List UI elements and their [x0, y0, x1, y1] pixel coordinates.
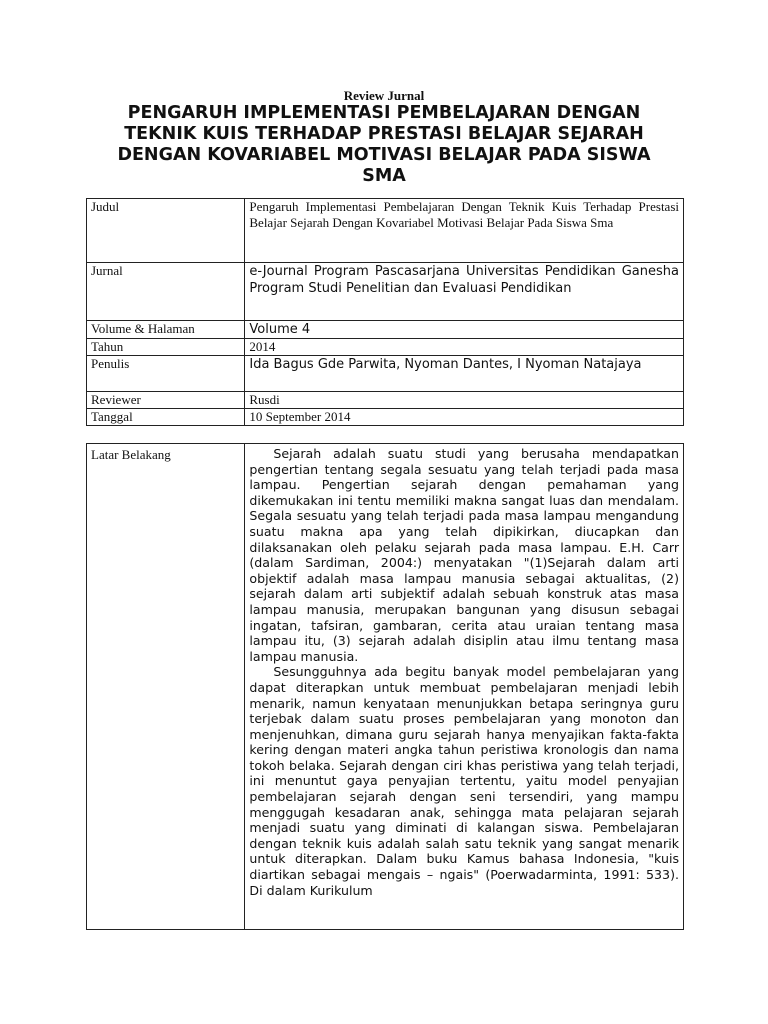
reviewer-value: Rusdi [245, 392, 684, 409]
table-row [87, 199, 684, 263]
judul-value: Pengaruh Implementasi Pembelajaran Dengan Teknik Kuis Terhadap Prestasi Belajar Sejarah Dengan Kovariabel Motivasi Belajar Pada Siswa Sma [245, 199, 684, 263]
document-title: PENGARUH IMPLEMENTASI PEMBELAJARAN DENGAN TEKNIK KUIS TERHADAP PRESTASI BELAJAR SEJARAH DENGAN KOVARIABEL MOTIVASI BELAJAR PADA SISWA SMA [117, 103, 651, 186]
jurnal-value: e-Journal Program Pascasarjana Universitas Pendidikan Ganesha Program Studi Penelitian dan Evaluasi Pendidikan [245, 263, 684, 321]
table-row [87, 409, 684, 426]
judul-label: Judul [87, 199, 245, 263]
table-row [87, 444, 684, 930]
penulis-label: Penulis [87, 356, 245, 392]
volume-value: Volume 4 [245, 321, 684, 339]
paragraph: Sejarah adalah suatu studi yang berusaha mendapatkan pengertian tentang segala sesuatu yang telah terjadi pada masa lampau. Pengertian sejarah dengan pemahaman yang dikemukakan ini tentu memiliki makna sangat luas dan mendalam. Segala sesuatu yang telah terjadi pada masa lampau mengandung suatu makna apa yang telah dipikirkan, diucapkan dan dilaksanakan oleh pelaku sejarah pada masa lampau. E.H. Carr (dalam Sardiman, 2004:) menyatakan "(1)Sejarah dalam arti objektif adalah masa lampau manusia sebagai aktualitas, (2) sejarah dalam arti subjektif adalah sebuah konstruk atas masa lampau manusia, merupakan bangunan yang disusun sebagai ingatan, tafsiran, gambaran, cerita atau uraian tentang masa lampau itu, (3) sejarah adalah disiplin atau ilmu tentang masa lampau manusia. [249, 446, 679, 664]
jurnal-label: Jurnal [87, 263, 245, 321]
tanggal-label: Tanggal [87, 409, 245, 426]
penulis-value: Ida Bagus Gde Parwita, Nyoman Dantes, I Nyoman Natajaya [245, 356, 684, 392]
table-row [87, 339, 684, 356]
table-row [87, 263, 684, 321]
table-row [87, 356, 684, 392]
latar-belakang-content [245, 444, 684, 930]
document-subtitle: Review Jurnal [343, 88, 425, 103]
tahun-value: 2014 [245, 339, 684, 356]
reviewer-label: Reviewer [87, 392, 245, 409]
tanggal-value: 10 September 2014 [245, 409, 684, 426]
table-row [87, 321, 684, 339]
tahun-label: Tahun [87, 339, 245, 356]
latar-belakang-label: Latar Belakang [87, 444, 245, 930]
latar-belakang-table [86, 443, 684, 930]
volume-label: Volume & Halaman [87, 321, 245, 339]
table-row [87, 392, 684, 409]
journal-info-table [86, 198, 684, 426]
paragraph: Sesungguhnya ada begitu banyak model pembelajaran yang dapat diterapkan untuk membuat pembelajaran menjadi lebih menarik, namun kenyataan menunjukkan betapa seringnya guru terjebak dalam suatu proses pembelajaran yang monoton dan menjenuhkan, dimana guru sejarah hanya menyajikan fakta-fakta kering dengan materi angka tahun peristiwa kronologis dan nama tokoh belaka. Sejarah dengan ciri khas peristiwa yang telah terjadi, ini menuntut gaya penyajian tertentu, yaitu model penyajian pembelajaran sejarah dengan seni tersendiri, yang mampu menggugah kesadaran anak, sehingga mata pelajaran sejarah menjadi suatu yang diminati di kalangan siswa. Pembelajaran dengan teknik kuis adalah salah satu teknik yang sangat menarik untuk diterapkan. Dalam buku Kamus bahasa Indonesia, "kuis diartikan sebagai mengais – ngais" (Poerwadarminta, 1991: 533). Di dalam Kurikulum [249, 664, 679, 898]
